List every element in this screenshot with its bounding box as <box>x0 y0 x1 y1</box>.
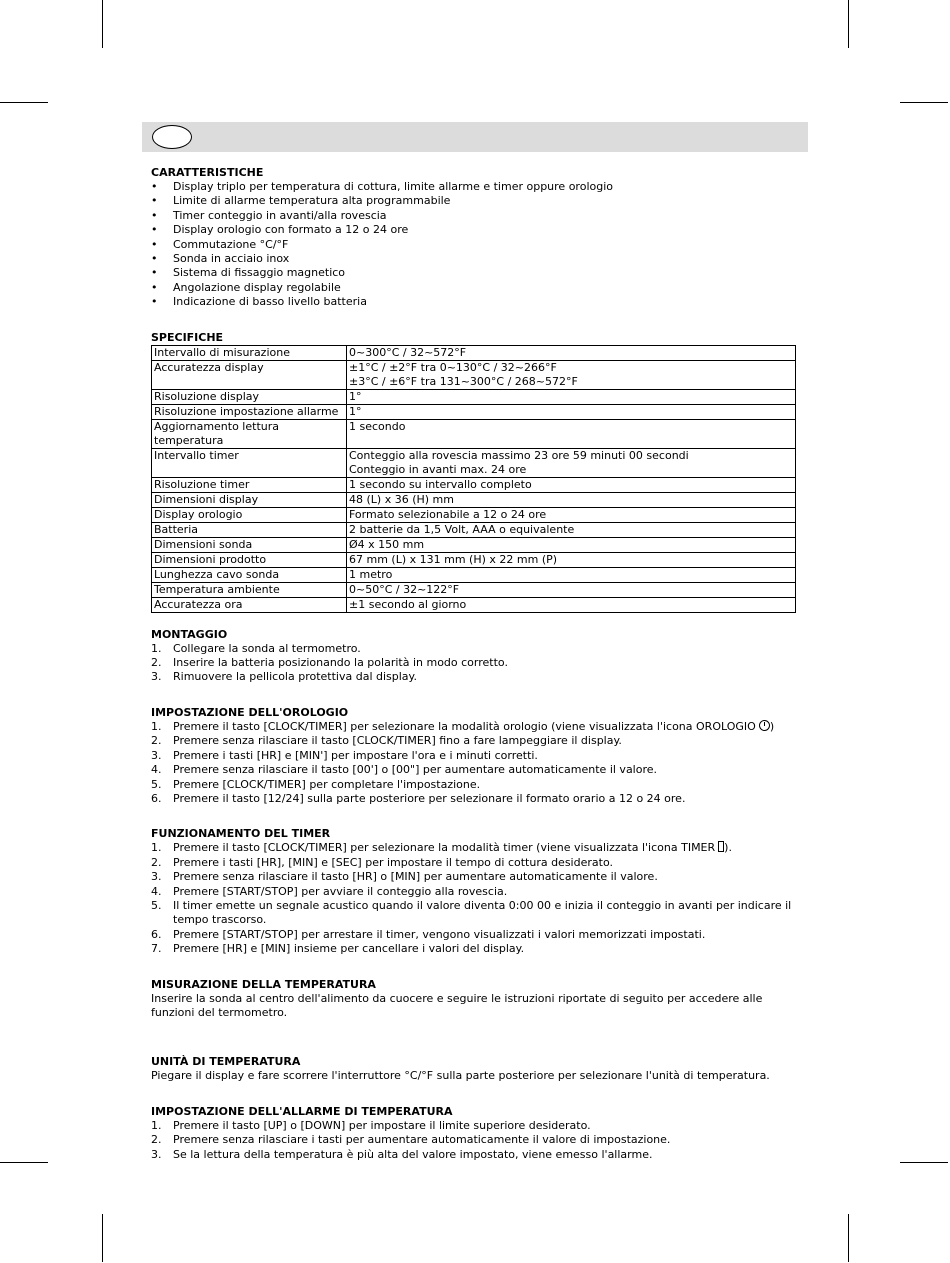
list-item: 7. Premere [HR] e [MIN] insieme per cancellare i valori del display. <box>151 942 525 956</box>
section-heading: IMPOSTAZIONE DELL'OROLOGIO <box>151 705 349 719</box>
specs-table <box>151 345 796 613</box>
crop-mark <box>102 0 103 48</box>
spec-label: Lunghezza cavo sonda <box>152 567 347 582</box>
list-item: 4. Premere senza rilasciare il tasto [00'] o [00"] per aumentare automaticamente il valore. <box>151 763 658 777</box>
spec-value-line: 48 (L) x 36 (H) mm <box>349 492 454 506</box>
steps-list <box>151 642 796 685</box>
section-specifiche <box>151 330 796 613</box>
list-item: • Timer conteggio in avanti/alla rovescia <box>151 209 796 223</box>
section-heading: MISURAZIONE DELLA TEMPERATURA <box>151 977 376 991</box>
spec-value <box>347 522 796 537</box>
list-item: 3. Se la lettura della temperatura è più alta del valore impostato, viene emesso l'allarme. <box>151 1147 653 1161</box>
crop-mark <box>900 102 948 103</box>
section-montaggio <box>151 627 796 685</box>
table-row <box>152 389 796 404</box>
paragraph: Piegare il display e fare scorrere l'interruttore °C/°F sulla parte posteriore per selezionare l'unità di temperatura. <box>151 1069 770 1083</box>
spec-value-line: ±1°C / ±2°F tra 0~130°C / 32~266°F <box>349 360 557 374</box>
features-list <box>151 180 796 310</box>
list-item: 6. Premere il tasto [12/24] sulla parte posteriore per selezionare il formato orario a 12 o 24 ore. <box>151 791 686 805</box>
spec-label: Batteria <box>152 522 347 537</box>
spec-value-line: 2 batterie da 1,5 Volt, AAA o equivalente <box>349 522 575 536</box>
spec-value-line: 0~50°C / 32~122°F <box>349 582 460 596</box>
table-row <box>152 597 796 612</box>
steps-list <box>151 1119 796 1162</box>
list-item: 5. Premere [CLOCK/TIMER] per completare l'impostazione. <box>151 777 481 791</box>
table-row <box>152 507 796 522</box>
list-item: 1. Collegare la sonda al termometro. <box>151 641 361 655</box>
spec-value <box>347 567 796 582</box>
spec-value <box>347 345 796 360</box>
list-item: • Commutazione °C/°F <box>151 238 796 252</box>
manual-content <box>151 165 796 1162</box>
spec-value-line: Conteggio alla rovescia massimo 23 ore 59 minuti 00 secondi <box>349 448 689 462</box>
list-item: • Indicazione di basso livello batteria <box>151 295 796 309</box>
paragraph: Inserire la sonda al centro dell'alimento da cuocere e seguire le istruzioni riportate di seguito per accedere alle funzioni del termometro. <box>151 991 763 1019</box>
language-header-band <box>142 122 808 152</box>
steps-list <box>151 841 796 956</box>
spec-label: Display orologio <box>152 507 347 522</box>
spec-value-line: ±3°C / ±6°F tra 131~300°C / 268~572°F <box>349 374 578 388</box>
spec-value <box>347 419 796 448</box>
list-item: • Sistema di fissaggio magnetico <box>151 266 796 280</box>
list-item: • Display orologio con formato a 12 o 24 ore <box>151 223 796 237</box>
steps-list <box>151 720 796 806</box>
spec-value-line: Ø4 x 150 mm <box>349 537 425 551</box>
table-row <box>152 477 796 492</box>
spec-value <box>347 582 796 597</box>
spec-value <box>347 477 796 492</box>
spec-value <box>347 537 796 552</box>
spec-value <box>347 448 796 477</box>
spec-value <box>347 492 796 507</box>
section-misurazione <box>151 977 796 1021</box>
table-row <box>152 448 796 477</box>
spec-label: Intervallo timer <box>152 448 347 477</box>
list-item: 5. Il timer emette un segnale acustico quando il valore diventa 0:00 00 e inizia il conteggio in avanti per indicare il tempo trascorso. <box>151 898 792 927</box>
table-row <box>152 567 796 582</box>
list-item: 2. Premere senza rilasciare il tasto [CLOCK/TIMER] fino a fare lampeggiare il display. <box>151 734 622 748</box>
list-item: • Angolazione display regolabile <box>151 281 796 295</box>
list-item: • Sonda in acciaio inox <box>151 252 796 266</box>
spec-value-line: 0~300°C / 32~572°F <box>349 345 467 359</box>
list-item: 3. Rimuovere la pellicola protettiva dal display. <box>151 670 417 684</box>
spec-value-line: ±1 secondo al giorno <box>349 597 467 611</box>
spec-value-line: 1 secondo su intervallo completo <box>349 477 532 491</box>
list-item: • Limite di allarme temperatura alta programmabile <box>151 194 796 208</box>
spec-value <box>347 360 796 389</box>
table-row <box>152 537 796 552</box>
crop-mark <box>102 1214 103 1262</box>
table-row <box>152 522 796 537</box>
spec-label: Temperatura ambiente <box>152 582 347 597</box>
table-row <box>152 582 796 597</box>
crop-mark <box>0 102 48 103</box>
table-row <box>152 492 796 507</box>
spec-value-line: 1° <box>349 404 362 418</box>
spec-label: Dimensioni prodotto <box>152 552 347 567</box>
list-item: 2. Inserire la batteria posizionando la polarità in modo corretto. <box>151 656 508 670</box>
spec-value-line: 1° <box>349 389 362 403</box>
section-heading: MONTAGGIO <box>151 627 228 641</box>
clock-icon <box>759 720 770 731</box>
list-item: 2. Premere i tasti [HR], [MIN] e [SEC] per impostare il tempo di cottura desiderato. <box>151 855 613 869</box>
section-heading: FUNZIONAMENTO DEL TIMER <box>151 827 331 841</box>
table-row <box>152 552 796 567</box>
spec-label: Aggiornamento lettura temperatura <box>152 419 347 448</box>
table-row <box>152 360 796 389</box>
spec-value <box>347 389 796 404</box>
spec-value <box>347 404 796 419</box>
crop-mark <box>0 1162 48 1163</box>
section-timer <box>151 826 796 956</box>
list-item: 1. Premere il tasto [UP] o [DOWN] per impostare il limite superiore desiderato. <box>151 1118 591 1132</box>
spec-label: Dimensioni display <box>152 492 347 507</box>
spec-value <box>347 597 796 612</box>
table-row <box>152 345 796 360</box>
section-unita <box>151 1054 796 1083</box>
section-heading: SPECIFICHE <box>151 330 224 344</box>
section-allarme <box>151 1104 796 1162</box>
table-row <box>152 404 796 419</box>
crop-mark <box>900 1162 948 1163</box>
table-row <box>152 419 796 448</box>
spec-label: Risoluzione display <box>152 389 347 404</box>
section-heading: UNITÀ DI TEMPERATURA <box>151 1055 301 1069</box>
spec-value <box>347 507 796 522</box>
spec-value <box>347 552 796 567</box>
spec-value-line: 1 metro <box>349 567 393 581</box>
list-item: 3. Premere i tasti [HR] e [MIN'] per impostare l'ora e i minuti corretti. <box>151 748 538 762</box>
spec-label: Accuratezza display <box>152 360 347 389</box>
list-item: • Display triplo per temperatura di cottura, limite allarme e timer oppure orologio <box>151 180 796 194</box>
spec-label: Accuratezza ora <box>152 597 347 612</box>
section-heading: CARATTERISTICHE <box>151 166 264 179</box>
list-item: 3. Premere senza rilasciare il tasto [HR] o [MIN] per aumentare automaticamente il valore. <box>151 870 658 884</box>
spec-label: Dimensioni sonda <box>152 537 347 552</box>
list-item: 6. Premere [START/STOP] per arrestare il timer, vengono visualizzati i valori memorizzati impostati. <box>151 927 706 941</box>
spec-value-line: 67 mm (L) x 131 mm (H) x 22 mm (P) <box>349 552 558 566</box>
spec-label: Intervallo di misurazione <box>152 345 347 360</box>
crop-mark <box>848 0 849 48</box>
section-caratteristiche <box>151 165 796 310</box>
spec-value-line: Formato selezionabile a 12 o 24 ore <box>349 507 547 521</box>
list-item: 2. Premere senza rilasciare i tasti per aumentare automaticamente il valore di impostazione. <box>151 1133 671 1147</box>
section-orologio <box>151 705 796 806</box>
language-badge <box>152 125 192 149</box>
list-item: 1. Premere il tasto [CLOCK/TIMER] per selezionare la modalità timer (viene visualizzata l'icona TIMER ). <box>151 841 732 855</box>
spec-label: Risoluzione impostazione allarme <box>152 404 347 419</box>
list-item: 4. Premere [START/STOP] per avviare il conteggio alla rovescia. <box>151 884 508 898</box>
section-heading: IMPOSTAZIONE DELL'ALLARME DI TEMPERATURA <box>151 1104 453 1118</box>
list-item: 1. Premere il tasto [CLOCK/TIMER] per selezionare la modalità orologio (viene visualizzata l'icona OROLOGIO ) <box>151 719 775 733</box>
spec-label: Risoluzione timer <box>152 477 347 492</box>
crop-mark <box>848 1214 849 1262</box>
spec-value-line: Conteggio in avanti max. 24 ore <box>349 462 527 476</box>
spec-value-line: 1 secondo <box>349 419 406 433</box>
